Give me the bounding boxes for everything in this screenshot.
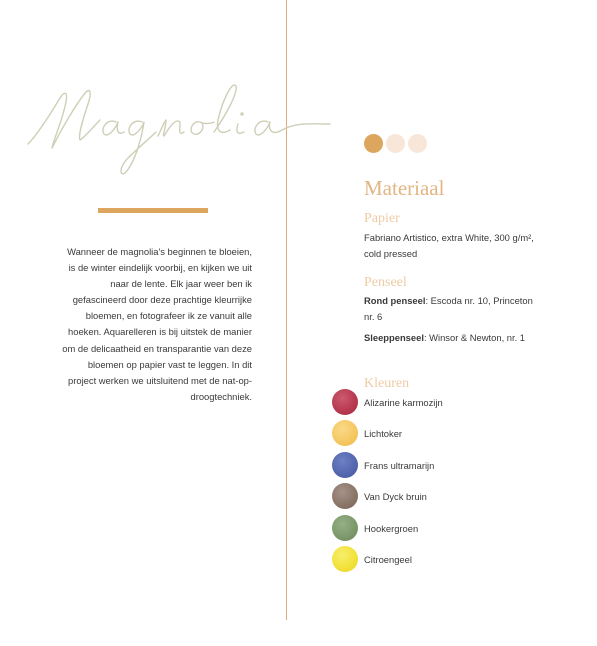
paint-item bbox=[332, 483, 427, 509]
paint-name: Hookergroen bbox=[364, 522, 419, 534]
paint-swatch bbox=[332, 452, 358, 478]
brush-round-label: Rond penseel bbox=[364, 295, 426, 306]
title-script-lettering bbox=[24, 78, 334, 178]
brush-sleep bbox=[364, 330, 534, 346]
colors-heading: Kleuren bbox=[364, 376, 410, 391]
paint-name: Van Dyck bruin bbox=[364, 490, 427, 502]
page-title bbox=[24, 78, 334, 178]
palette-dot-gold bbox=[364, 134, 383, 153]
accent-bar bbox=[98, 208, 208, 213]
paint-name: Lichtoker bbox=[364, 427, 403, 439]
palette-dot-cream-2 bbox=[408, 134, 427, 153]
paint-swatch bbox=[332, 483, 358, 509]
intro-paragraph: Wanneer de magnolia's beginnen te bloeien, is de winter eindelijk voorbij, en kijken we uit naar de lente. Elk jaar weer ben ik gefascineerd door deze prachtige kleurrijke bloemen, en fotografeer ik ze vanuit alle hoeken. Aquarelleren is bij uitstek de manier om de delicaatheid en transparantie van deze bloemen op papier vast te leggen. In dit project werken we uitsluitend met de nat-op-droogtechniek. bbox=[62, 246, 252, 402]
palette-dot-cream bbox=[386, 134, 405, 153]
paint-name: Citroengeel bbox=[364, 553, 412, 565]
brush-sleep-label: Sleeppenseel bbox=[364, 332, 424, 343]
paper-heading: Papier bbox=[364, 211, 400, 226]
material-heading: Materiaal bbox=[364, 176, 445, 200]
palette-dots bbox=[364, 134, 427, 153]
paint-item bbox=[332, 389, 443, 415]
paint-item bbox=[332, 546, 412, 572]
brush-round-text: : Escoda nr. 10, Princeton nr. 6 bbox=[364, 295, 533, 322]
paint-swatch bbox=[332, 389, 358, 415]
paint-item bbox=[332, 452, 434, 478]
brush-sleep-text: : Winsor & Newton, nr. 1 bbox=[423, 332, 526, 343]
brush-heading: Penseel bbox=[364, 275, 407, 290]
paint-swatch bbox=[332, 515, 358, 541]
paint-item bbox=[332, 515, 418, 541]
paint-swatch bbox=[332, 546, 358, 572]
paint-name: Frans ultramarijn bbox=[364, 459, 435, 471]
paint-swatch bbox=[332, 420, 358, 446]
paint-item bbox=[332, 420, 402, 446]
paint-name: Alizarine karmozijn bbox=[364, 396, 443, 408]
brush-round bbox=[364, 293, 534, 325]
paper-text: Fabriano Artistico, extra White, 300 g/m², cold pressed bbox=[364, 232, 534, 259]
